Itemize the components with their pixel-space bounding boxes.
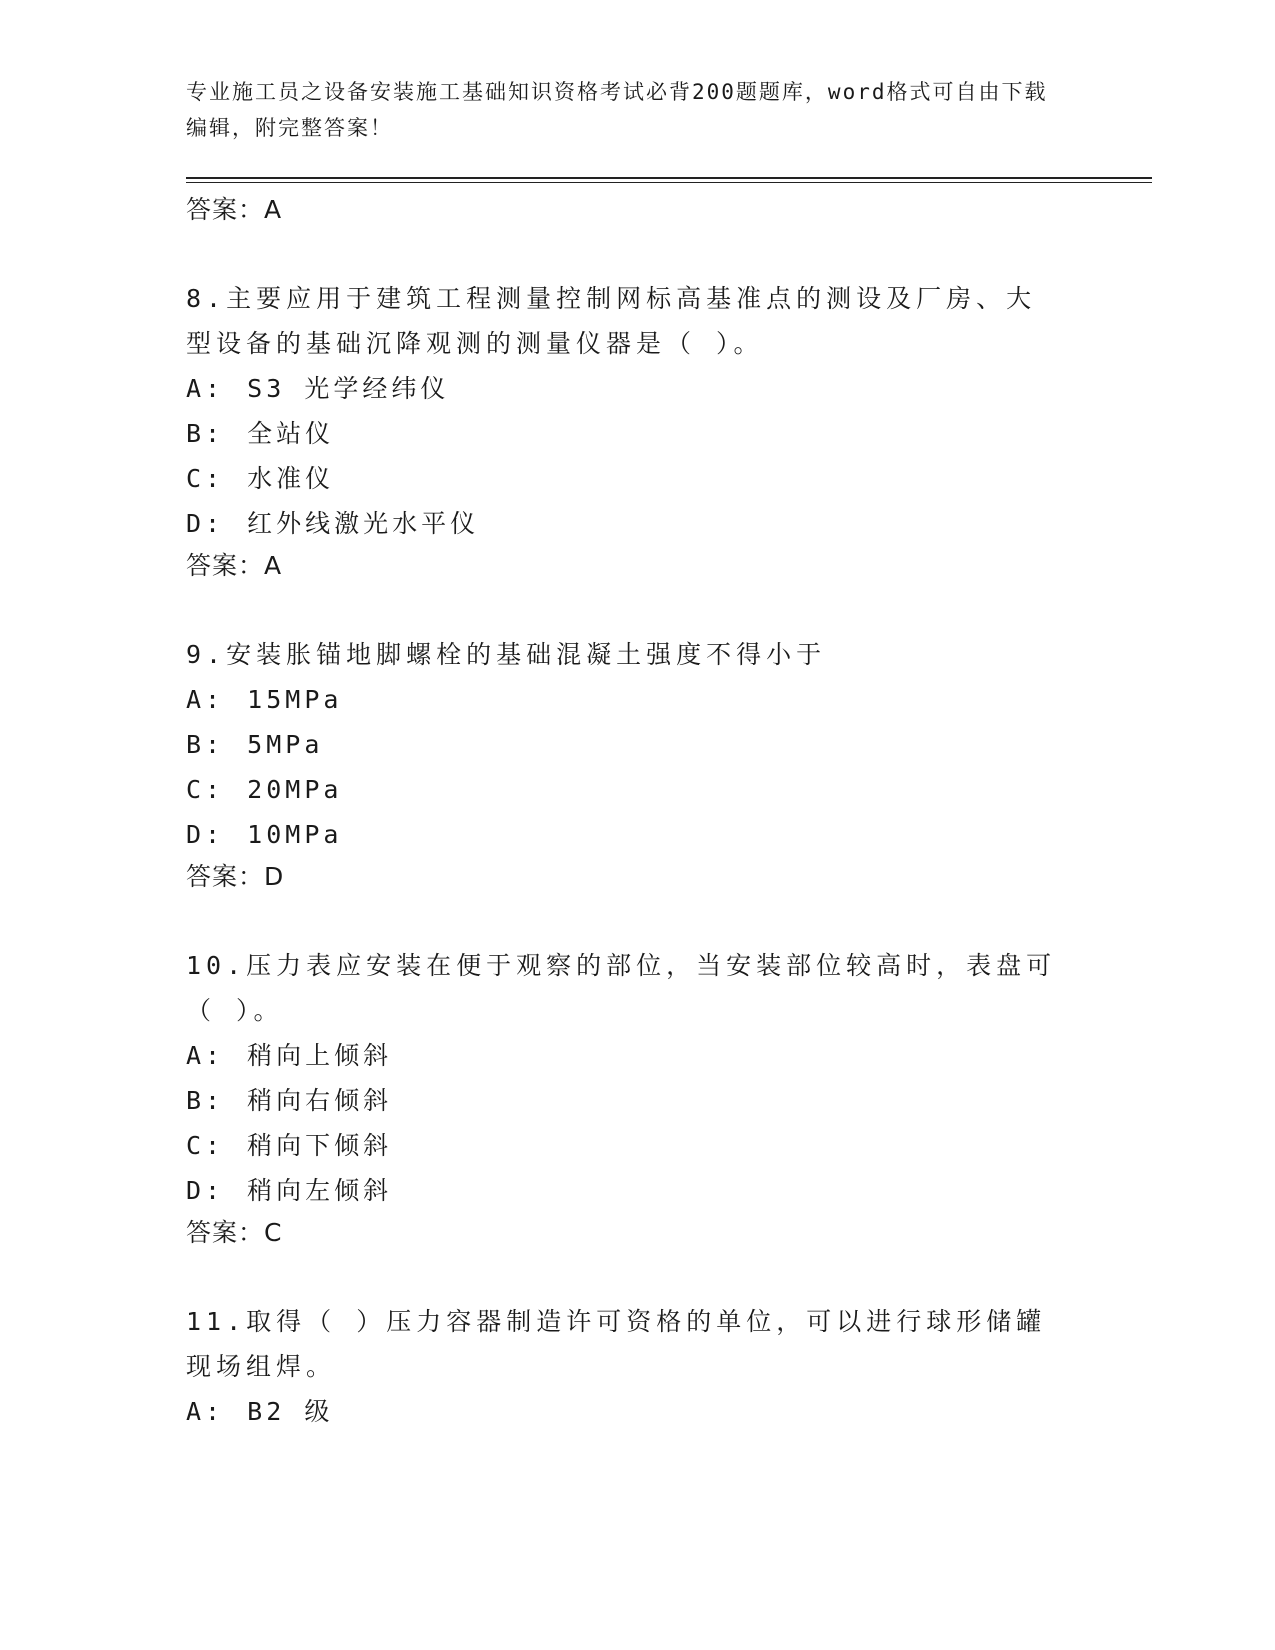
option-text: 稍向左倾斜 (247, 1176, 393, 1205)
option-a (186, 366, 1066, 411)
option-key: B: (186, 419, 225, 448)
option-text: 稍向上倾斜 (247, 1041, 393, 1070)
option-text: 5MPa (247, 730, 324, 759)
question-stem: 8.主要应用于建筑工程测量控制网标高基准点的测设及厂房、大型设备的基础沉降观测的测量仪器是（ ）。 (186, 284, 1037, 358)
option-text: S3 光学经纬仪 (247, 374, 450, 403)
question-stem: 10.压力表应安装在便于观察的部位，当安装部位较高时，表盘可（ ）。 (186, 951, 1057, 1025)
option-text: 20MPa (247, 775, 343, 804)
page-header: 专业施工员之设备安装施工基础知识资格考试必背200题题库，word格式可自由下载编辑，附完整答案！ (186, 80, 1048, 140)
option-text: 稍向下倾斜 (247, 1131, 393, 1160)
question-10 (186, 943, 1066, 1253)
header-divider (186, 177, 1152, 179)
option-key: C: (186, 464, 225, 493)
option-d (186, 1168, 1066, 1213)
option-text: 15MPa (247, 685, 343, 714)
option-a (186, 1033, 1066, 1078)
option-key: D: (186, 509, 225, 538)
option-text: B2 级 (247, 1397, 334, 1426)
option-text: 红外线激光水平仪 (247, 509, 480, 538)
option-b (186, 411, 1066, 456)
question-stem: 11.取得（ ）压力容器制造许可资格的单位，可以进行球形储罐现场组焊。 (186, 1307, 1047, 1381)
option-a (186, 1389, 1066, 1434)
option-key: B: (186, 1086, 225, 1115)
question-9 (186, 632, 1066, 897)
option-c (186, 1123, 1066, 1168)
question-8 (186, 276, 1066, 586)
answer-line: 答案：A (186, 195, 283, 224)
option-a (186, 677, 1066, 722)
option-text: 稍向右倾斜 (247, 1086, 393, 1115)
option-c (186, 456, 1066, 501)
option-text: 水准仪 (247, 464, 335, 493)
option-key: B: (186, 730, 225, 759)
option-c (186, 767, 1066, 812)
option-key: D: (186, 820, 225, 849)
option-text: 10MPa (247, 820, 343, 849)
option-key: A: (186, 1041, 225, 1070)
option-d (186, 812, 1066, 857)
option-key: C: (186, 1131, 225, 1160)
option-key: A: (186, 1397, 225, 1426)
option-key: A: (186, 685, 225, 714)
answer-line: 答案：A (186, 551, 283, 580)
question-stem: 9.安装胀锚地脚螺栓的基础混凝土强度不得小于 (186, 640, 827, 669)
header-divider-thin (186, 182, 1152, 183)
option-key: D: (186, 1176, 225, 1205)
option-b (186, 1078, 1066, 1123)
document-body (186, 190, 1066, 1434)
option-key: C: (186, 775, 225, 804)
option-b (186, 722, 1066, 767)
answer-line: 答案：D (186, 862, 285, 891)
option-key: A: (186, 374, 225, 403)
answer-line: 答案：C (186, 1218, 283, 1247)
option-text: 全站仪 (247, 419, 335, 448)
question-11 (186, 1299, 1066, 1434)
option-d (186, 501, 1066, 546)
